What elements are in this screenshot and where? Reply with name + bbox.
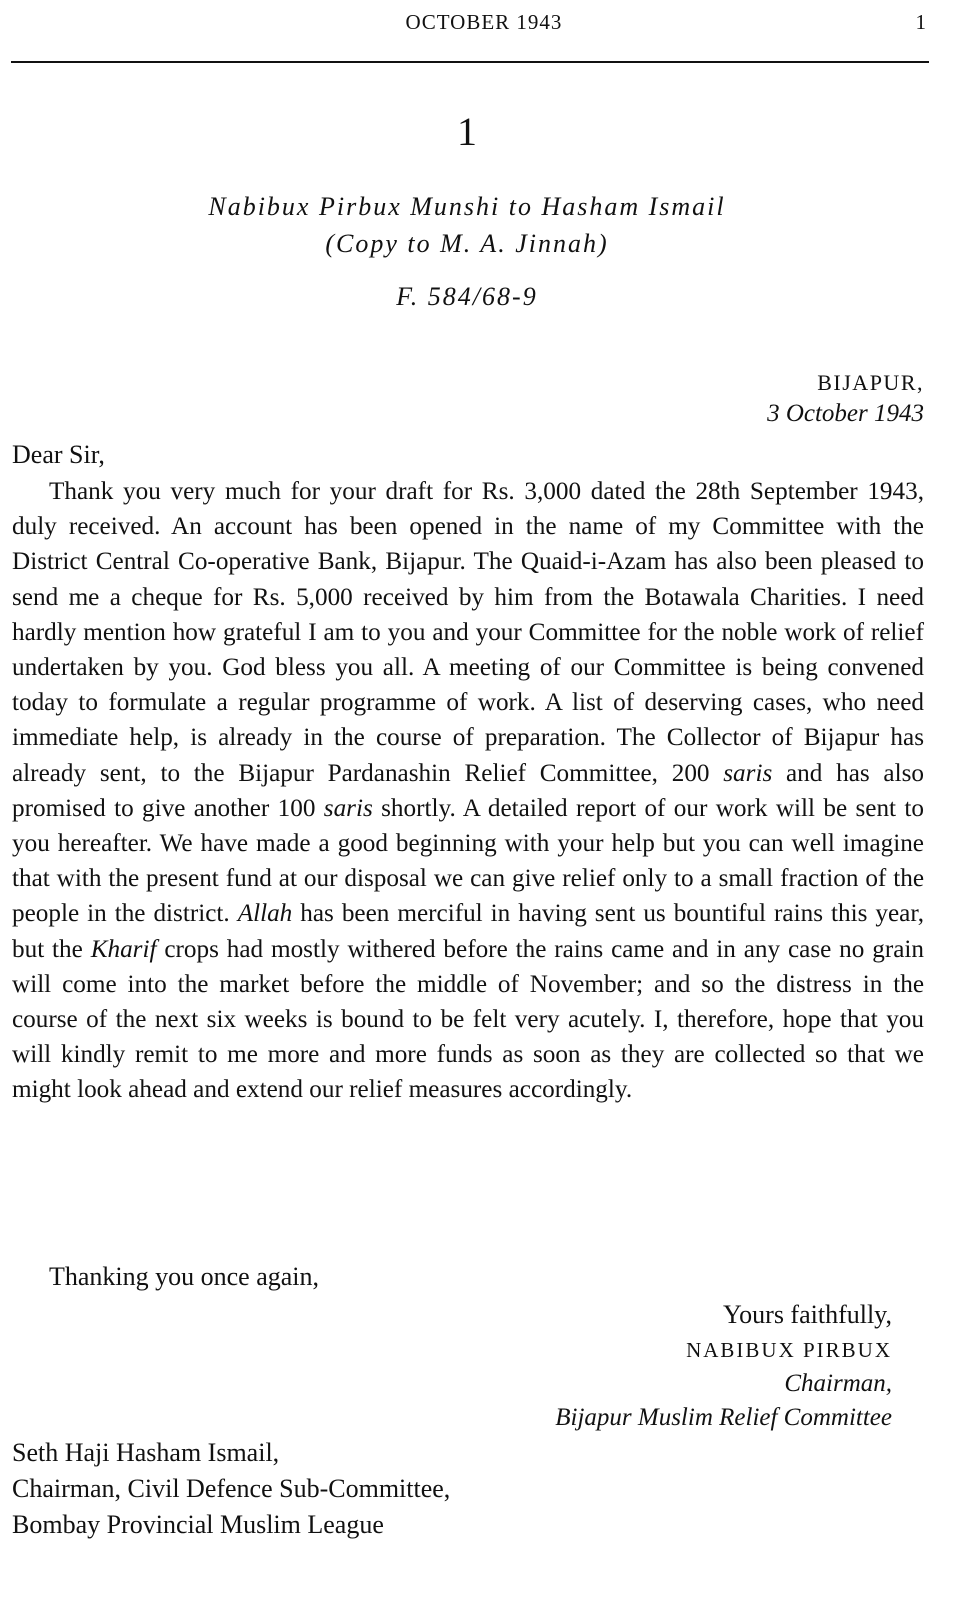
document-heading-line1: Nabibux Pirbux Munshi to Hasham Ismail (208, 192, 726, 221)
addressee-line2: Chairman, Civil Defence Sub-Committee, (12, 1474, 451, 1503)
signer-organization: Bijapur Muslim Relief Committee (555, 1404, 892, 1431)
letter-body (12, 474, 924, 1108)
body-segment-italic: Allah (237, 900, 293, 928)
header-rule (11, 61, 929, 63)
running-head (0, 8, 968, 38)
valediction: Yours faithfully, (722, 1300, 892, 1329)
body-segment: Thank you very much for your draft for Rs. 3,000 dated the 28th September 1943, duly received. An account has been opened in the name of my Committee with the District Central Co-operative Bank, Bijapur. The Quaid-i-Azam has also been pleased to send me a cheque for Rs. 5,000 received by him from the Botawala Charities. I need hardly mention how grateful I am to you and your Committee for the noble work of relief undertaken by you. God bless you all. A meeting of our Committee is being convened today to formulate a regular programme of work. A list of deserving cases, who need immediate help, is already in the course of preparation. The Collector of Bijapur has already sent, to the Bijapur Pardanashin Relief Committee, 200 (12, 478, 924, 787)
signer-name: NABIBUX PIRBUX (686, 1338, 892, 1362)
body-segment-italic: saris (723, 759, 773, 787)
letter-date: 3 October 1943 (767, 400, 924, 427)
salutation: Dear Sir, (12, 440, 105, 469)
body-segment: and has also promised to give another 100 (12, 759, 924, 822)
body-segment-italic: saris (323, 794, 373, 822)
body-segment: has been merciful in having sent us bountiful rains this year, but the (12, 900, 924, 963)
document-number: 1 (457, 109, 477, 154)
body-segment: crops had mostly withered before the rains came and in any case no grain will come into the market before the middle of November; and so the distress in the course of the next six weeks is bound to be felt very acutely. I, therefore, hope that you will kindly remit to me more and more funds as soon as they are collected so that we might look ahead and extend our relief measures accordingly. (12, 935, 924, 1104)
addressee-line1: Seth Haji Hasham Ismail, (12, 1438, 280, 1467)
signer-title: Chairman, (784, 1370, 892, 1397)
addressee-line3: Bombay Provincial Muslim League (12, 1510, 384, 1539)
file-reference: F. 584/68-9 (396, 282, 538, 311)
closing-line: Thanking you once again, (49, 1262, 320, 1291)
running-head-title: OCTOBER 1943 (405, 10, 563, 34)
document-heading-line2: (Copy to M. A. Jinnah) (325, 229, 609, 258)
body-segment: shortly. A detailed report of our work will be sent to you hereafter. We have made a good beginning with your help but you can well imagine that with the present fund at our disposal we can give relief only to a small fraction of the people in the district. (12, 794, 924, 928)
page-number: 1 (915, 10, 926, 34)
letter-place: BIJAPUR, (817, 370, 924, 395)
body-segment-italic: Kharif (90, 935, 157, 963)
